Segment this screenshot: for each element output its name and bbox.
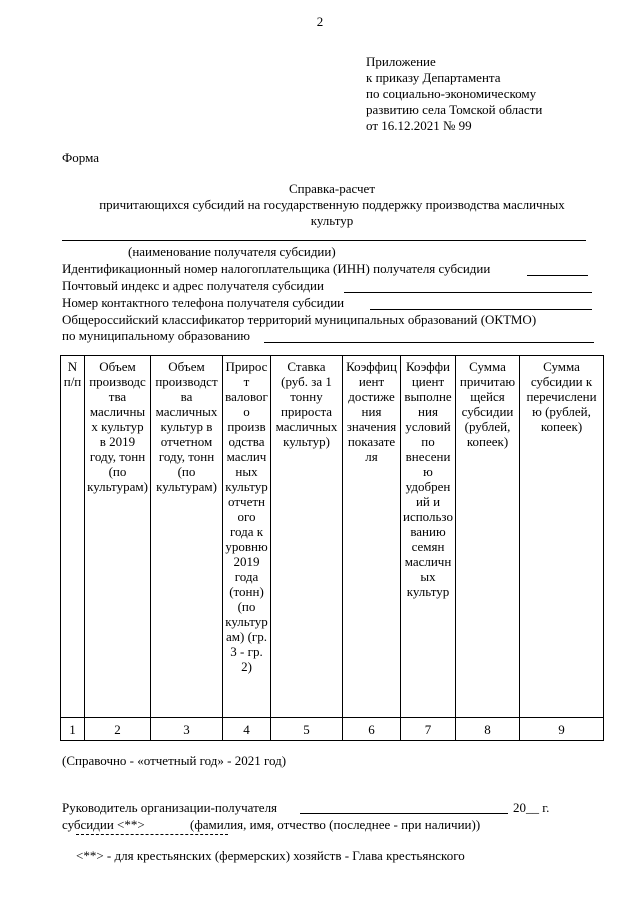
- oktmo-field-label-cont: по муниципальному образованию: [62, 328, 251, 343]
- recipient-name-underline: [62, 240, 586, 241]
- column-number-cell: 2: [85, 718, 151, 741]
- title-line: Справка-расчет: [288, 181, 376, 196]
- oktmo-field-line[interactable]: [264, 342, 594, 343]
- form-label: Форма: [62, 150, 99, 165]
- header-cell: Коэффициент достижения значения показателя: [343, 356, 401, 718]
- column-number-cell: 5: [271, 718, 343, 741]
- header-cell: Сумма причитающейся субсидии (рублей, копеек): [456, 356, 520, 718]
- column-number-cell: 3: [151, 718, 223, 741]
- appendix-line: Приложение: [366, 54, 436, 69]
- appendix-line: развитию села Томской области: [366, 102, 543, 117]
- header-cell: Объем производства масличных культур в отчетном году, тонн (по культурам): [151, 356, 223, 718]
- header-cell: Прирост валового производства масличных культур отчетного года к уровню 2019 года (тонн) (по культурам) (гр. 3 - гр. 2): [223, 356, 271, 718]
- footnote: <**> - для крестьянских (фермерских) хозяйств - Глава крестьянского: [76, 848, 465, 863]
- column-number-cell: 9: [520, 718, 604, 741]
- phone-field-line[interactable]: [370, 309, 592, 310]
- signature-year: 20__ г.: [513, 800, 550, 815]
- column-number-cell: 1: [61, 718, 85, 741]
- page-number: 2: [316, 14, 324, 29]
- appendix-block: [366, 54, 542, 134]
- reference-note: (Справочно - «отчетный год» - 2021 год): [62, 753, 287, 768]
- appendix-line: к приказу Департамента: [366, 70, 501, 85]
- calculation-table: [60, 355, 604, 741]
- appendix-line: от 16.12.2021 № 99: [366, 118, 472, 133]
- recipient-caption: (наименование получателя субсидии): [128, 244, 336, 259]
- inn-field-line[interactable]: [527, 275, 588, 276]
- footnote-separator: [76, 834, 228, 835]
- document-title: [62, 181, 602, 229]
- column-number-cell: 7: [401, 718, 456, 741]
- phone-field-label: Номер контактного телефона получателя субсидии: [62, 295, 345, 310]
- header-cell: Ставка (руб. за 1 тонну прироста масличных культур): [271, 356, 343, 718]
- name-caption: (фамилия, имя, отчество (последнее - при наличии)): [190, 817, 481, 832]
- oktmo-field-label: Общероссийский классификатор территорий муниципальных образований (ОКТМО): [62, 312, 537, 327]
- header-cell: Объем производства масличных культур в 2019 году, тонн (по культурам): [85, 356, 151, 718]
- signature-label-cont: субсидии <**>: [62, 817, 145, 832]
- signature-label: Руководитель организации-получателя: [62, 800, 278, 815]
- header-cell: Сумма субсидии к перечислению (рублей, копеек): [520, 356, 604, 718]
- title-line: причитающихся субсидий на государственную поддержку производства масличных: [99, 197, 565, 212]
- inn-field-label: Идентификационный номер налогоплательщика (ИНН) получателя субсидии: [62, 261, 491, 276]
- signature-name-line[interactable]: [300, 813, 508, 814]
- address-field-label: Почтовый индекс и адрес получателя субсидии: [62, 278, 324, 293]
- column-number-cell: 4: [223, 718, 271, 741]
- table-header-row: [61, 356, 604, 718]
- header-cell: Коэффициент выполнения условий по внесению удобрений и использованию семян масличных культур: [401, 356, 456, 718]
- header-cell: N п/п: [61, 356, 85, 718]
- address-field-line[interactable]: [344, 292, 592, 293]
- appendix-line: по социально-экономическому: [366, 86, 537, 101]
- column-number-cell: 6: [343, 718, 401, 741]
- column-number-cell: 8: [456, 718, 520, 741]
- table-row: [61, 718, 604, 741]
- title-line: культур: [310, 213, 354, 228]
